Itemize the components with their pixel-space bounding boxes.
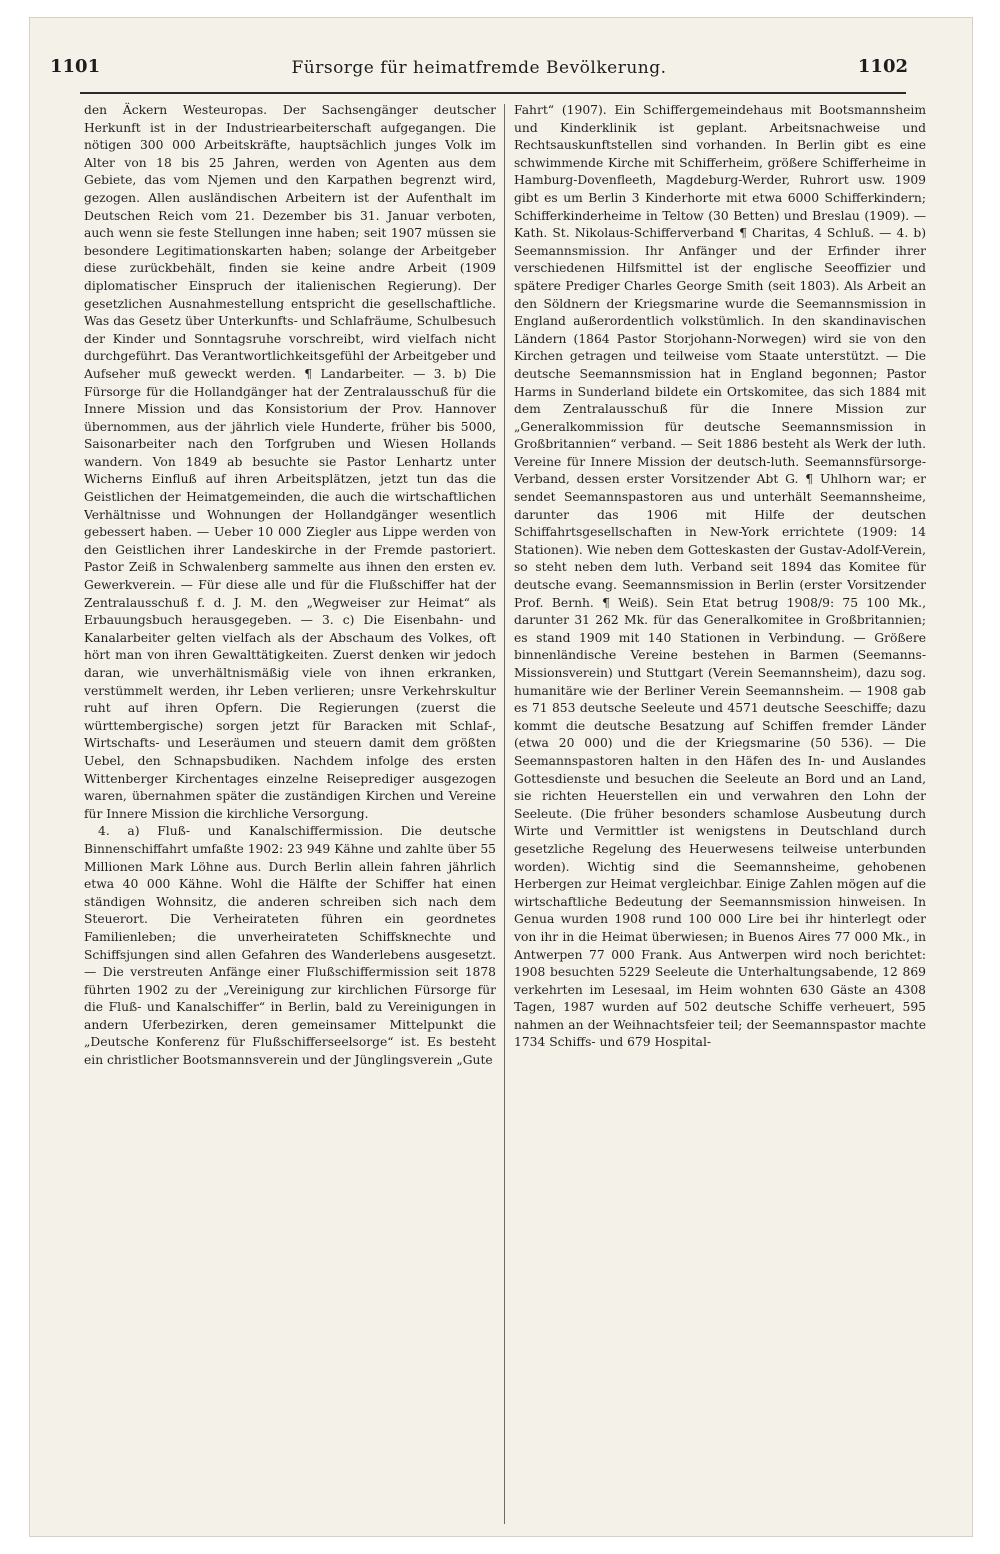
column-divider: [504, 104, 505, 1524]
left-column: [84, 102, 496, 1482]
left-paragraph-2: 4. a) Fluß- und Kanalschiffermission. Die deutsche Binnenschiffahrt umfaßte 1902: 23 949 Kähne und zahlte über 55 Millionen Mark Löhne aus. Durch Berlin allein fahren jährlich etwa 40 000 Kähne. Wohl die Hälfte der Schiffer hat einen ständigen Wohnsitz, die anderen schreiben sich nach dem Steuerort. Die Verheirateten führen ein geordnetes Familienleben; die unverheirateten Schiffsknechte und Schiffsjungen sind allen Gefahren des Wanderlebens ausgesetzt. — Die verstreuten Anfänge einer Flußschiffermission seit 1878 führten 1902 zu der „Vereinigung zur kirchlichen Fürsorge für die Fluß- und Kanalschiffer“ in Berlin, bald zu Vereinigungen in andern Uferbezirken, deren gemeinsamer Mittelpunkt die „Deutsche Konferenz für Flußschifferseelsorge“ ist. Es besteht ein christlicher Bootsmannsverein und der Jünglingsverein „Gute: [84, 824, 496, 1068]
page-number-left: 1101: [50, 56, 101, 77]
left-paragraph-1: den Äckern Westeuropas. Der Sachsengänger deutscher Herkunft ist in der Industriearbeiterschaft aufgegangen. Die nötigen 300 000 Arbeitskräfte, hauptsächlich junges Volk im Alter von 18 bis 25 Jahren, werden von Agenten aus dem Gebiete, das vom Njemen und den Karpathen begrenzt wird, gezogen. Allen ausländischen Arbeitern ist der Aufenthalt im Deutschen Reich vom 21. Dezember bis 31. Januar verboten, auch wenn sie feste Stellungen inne haben; seit 1907 müssen sie besondere Legitimationskarten haben; solange der Arbeitgeber diese zurückbehält, finden sie keine andre Arbeit (1909 diplomatischer Einspruch der italienischen Regierung). Der gesetzlichen Ausnahmestellung entspricht die gesellschaftliche. Was das Gesetz über Unterkunfts- und Schlafräume, Schulbesuch der Kinder und Sonntagsruhe vorschreibt, wird vielfach nicht durchgeführt. Das Verantwortlichkeitsgefühl der Arbeitgeber und Aufseher muß geweckt werden. ¶ Landarbeiter. — 3. b) Die Fürsorge für die Hollandgänger hat der Zentralausschuß für die Innere Mission und das Konsistorium der Prov. Hannover übernommen, aus der jährlich viele Hunderte, früher bis 5000, Saisonarbeiter nach den Torfgruben und Wiesen Hollands wandern. Von 1849 ab besuchte sie Pastor Lenhartz unter Wicherns Einfluß auf ihren Arbeitsplätzen, jetzt tun das die Geistlichen der Heimatgemeinden, die auch die wirtschaftlichen Verhältnisse und Wohnungen der Hollandgänger wesentlich gebessert haben. — Ueber 10 000 Ziegler aus Lippe werden von den Geistlichen ihrer Landeskirche in der Fremde pastoriert. Pastor Zeiß in Schwalenberg sammelte aus ihnen den ersten ev. Gewerkverein. — Für diese alle und für die Flußschiffer hat der Zentralausschuß f. d. J. M. den „Wegweiser zur Heimat“ als Erbauungsbuch herausgegeben. — 3. c) Die Eisenbahn- und Kanalarbeiter gelten vielfach als der Abschaum des Volkes, oft hört man von ihren Gewalttätigkeiten. Zuerst denken wir jedoch daran, wie unverhältnismäßig viele von ihnen erkranken, verstümmelt werden, ihr Leben verlieren; unsre Verkehrskultur ruht auf ihren Opfern. Die Regierungen (zuerst die württembergische) sorgen jetzt für Baracken mit Schlaf-, Wirtschafts- und Leseräumen und steuern damit dem größten Uebel, den Schnapsbudiken. Nachdem infolge des ersten Wittenberger Kirchentages einzelne Reiseprediger ausgezogen waren, übernahmen später die zuständigen Kirchen und Vereine für Innere Mission die kirchliche Versorgung.: [84, 103, 496, 821]
right-column: [514, 102, 926, 1482]
running-title: Fürsorge für heimatfremde Bevölkerung.: [291, 58, 667, 78]
header-rule: [80, 92, 906, 94]
page-number-right: 1102: [857, 56, 908, 77]
right-paragraph-1: Fahrt“ (1907). Ein Schiffergemeindehaus mit Bootsmannsheim und Kinderklinik ist geplant. Arbeitsnachweise und Rechtsauskunftstellen sind vorhanden. In Berlin gibt es eine schwimmende Kirche mit Schifferheim, größere Schifferheime in Hamburg-Dovenfleeth, Magdeburg-Werder, Ruhrort usw. 1909 gibt es um Berlin 3 Kinderhorte mit etwa 6000 Schifferkindern; Schifferkinderheime in Teltow (30 Betten) und Breslau (1909). — Kath. St. Nikolaus-Schifferverband ¶ Charitas, 4 Schluß. — 4. b) Seemannsmission. Ihr Anfänger und der Erfinder ihrer verschiedenen Hilfsmittel ist der englische Seeoffizier und spätere Prediger Charles George Smith (seit 1803). Als Arbeit an den Söldnern der Kriegsmarine wurde die Seemannsmission in England außerordentlich volkstümlich. In den skandinavischen Ländern (1864 Pastor Storjohann-Norwegen) wird sie von den Kirchen getragen und teilweise vom Staate unterstützt. — Die deutsche Seemannsmission hat in England begonnen; Pastor Harms in Sunderland bildete ein Ortskomitee, das sich 1884 mit dem Zentralausschuß für die Innere Mission zur „Generalkommission für deutsche Seemannsmission in Großbritannien“ verband. — Seit 1886 besteht als Werk der luth. Vereine für Innere Mission der deutsch-luth. Seemannsfürsorge-Verband, dessen erster Vorsitzender Abt G. ¶ Uhlhorn war; er sendet Seemannspastoren aus und unterhält Seemannsheime, darunter das 1906 mit Hilfe der deutschen Schiffahrtsgesellschaften in New-York errichtete (1909: 14 Stationen). Wie neben dem Gotteskasten der Gustav-Adolf-Verein, so steht neben dem luth. Verband seit 1894 das Komitee für deutsche evang. Seemannsmission in Berlin (erster Vorsitzender Prof. Bernh. ¶ Weiß). Sein Etat betrug 1908/9: 75 100 Mk., darunter 31 262 Mk. für das Generalkomitee in Großbritannien; es stand 1909 mit 140 Stationen in Verbindung. — Größere binnenländische Vereine bestehen in Barmen (Seemanns-Missionsverein) und Stuttgart (Verein Seemannsheim), dazu sog. humanitäre wie der Berliner Verein Seemannsheim. — 1908 gab es 71 853 deutsche Seeleute und 4571 deutsche Seeschiffe; dazu kommt die deutsche Besatzung auf Schiffen fremder Länder (etwa 20 000) und die der Kriegsmarine (50 536). — Die Seemannspastoren halten in den Häfen des In- und Auslandes Gottesdienste und besuchen die Seeleute an Bord und an Land, sie richten Heuerstellen ein und verwahren den Lohn der Seeleute. (Die früher besonders schamlose Ausbeutung durch Wirte und Vermittler ist wenigstens in Deutschland durch gesetzliche Regelung des Heuerwesens teilweise unterbunden worden). Wichtig sind die Seemannsheime, gehobenen Herbergen zur Heimat vergleichbar. Einige Zahlen mögen auf die wirtschaftliche Bedeutung der Seemannsmission hinweisen. In Genua wurden 1908 rund 100 000 Lire bei ihr hinterlegt oder von ihr in die Heimat überwiesen; in Buenos Aires 77 000 Mk., in Antwerpen 77 000 Frank. Aus Antwerpen wird noch berichtet: 1908 besuchten 5229 Seeleute die Unterhaltungsabende, 12 869 verkehrten im Lesesaal, im Heim wohnten 630 Gäste an 4308 Tagen, 1987 wurden auf 502 deutsche Schiffe verheuert, 595 nahmen an der Weihnachtsfeier teil; der Seemannspastor machte 1734 Schiffs- und 679 Hospital-: [514, 103, 926, 1050]
page-header: [50, 56, 908, 86]
